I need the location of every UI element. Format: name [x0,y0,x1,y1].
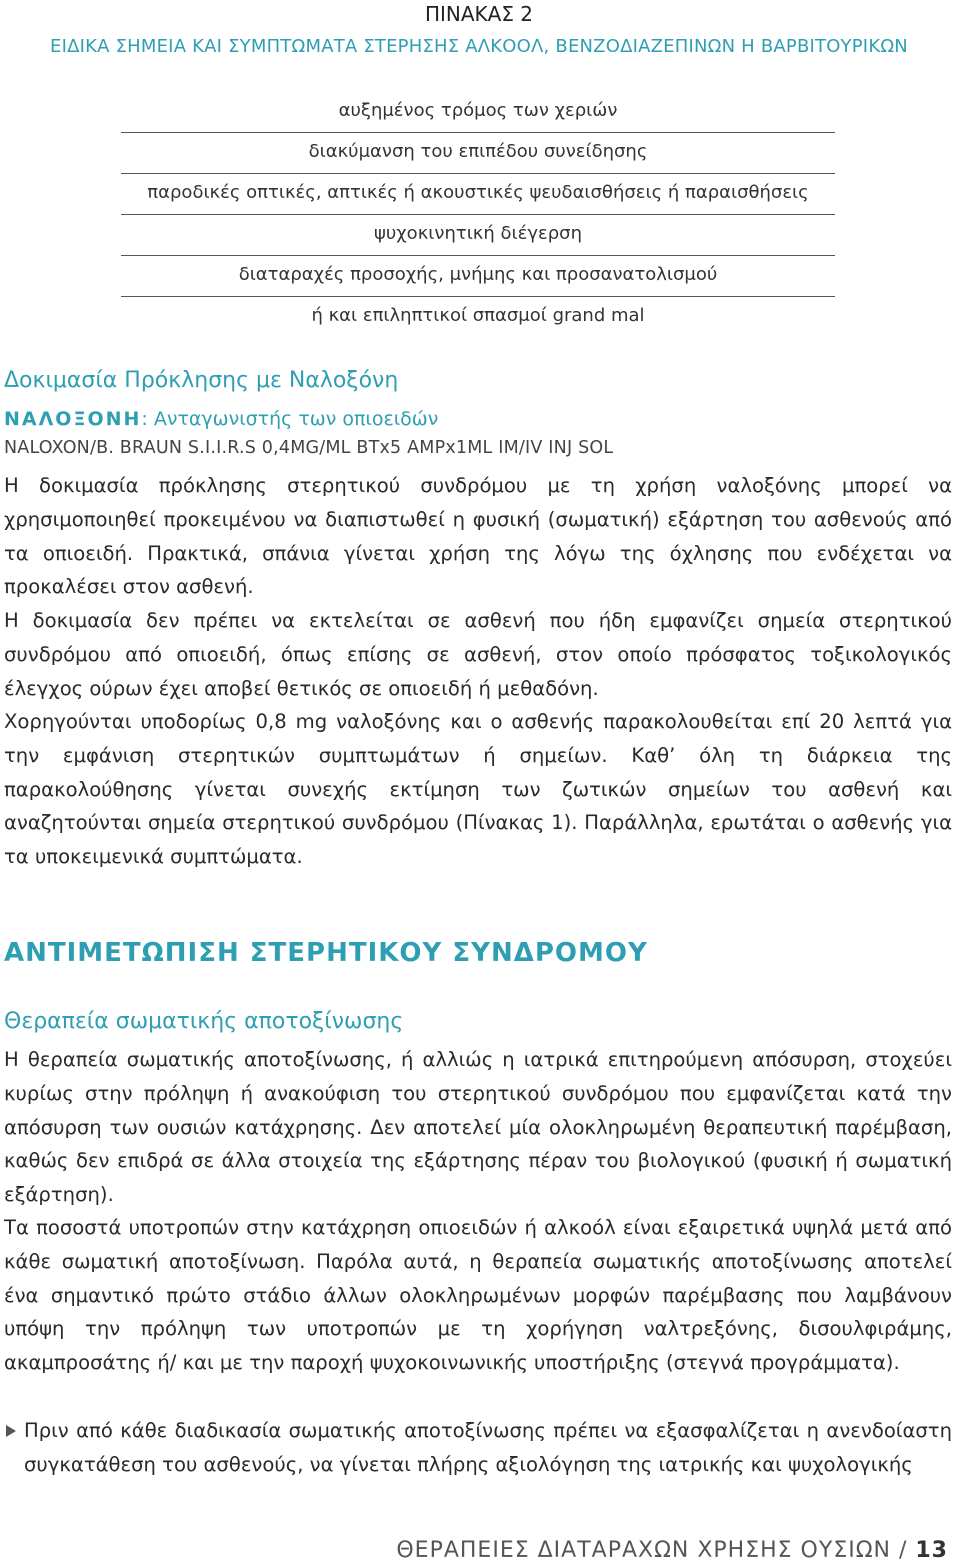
paragraph: Η δοκιμασία πρόκλησης στερητικού συνδρόμου με τη χρήση ναλοξόνης μπορεί να χρησιμοποιηθεί προκειμένου να διαπιστωθεί η φυσική (σωματική) εξάρτηση του ασθενούς από τα οπιοειδή. Πρακτικά, σπάνια γίνεται χρήση της λόγω της όχλησης που ενδέχεται να προκαλέσει στον ασθενή. [4,474,952,599]
page-footer [396,1538,948,1563]
symptoms-table [121,92,835,338]
paragraph: Η δοκιμασία δεν πρέπει να εκτελείται σε ασθενή που ήδη εμφανίζει σημεία στερητικού συνδρόμου από οπιοειδή, όπως επίσης σε ασθενή, στον οποίο πρόσφατος τοξικολογικός έλεγχος ούρων έχει αποβεί θετικός σε οπιοειδή ή μεθαδόνη. [4,609,952,700]
drug-description: : Ανταγωνιστής των οπιοειδών [141,408,439,430]
paragraph: Τα ποσοστά υποτροπών στην κατάχρηση οπιοειδών ή αλκοόλ είναι εξαιρετικά υψηλά μετά από κάθε σωματική αποτοξίνωση. Παρόλα αυτά, η θεραπεία σωματικής αποτοξίνωσης αποτελεί ένα σημαντικό πρώτο στάδιο άλλων ολοκληρωμένων μορφών παρέμβασης που λαμβάνουν υπόψη την πρόληψη των υποτροπών με τη χορήγηση ναλτρεξόνης, δισουλφιράμης, ακαμπροσάτης ή/ και με την παροχή ψυχοκοινωνικής υποστήριξης (στεγνά προγράμματα). [4,1216,952,1375]
paragraph: Χορηγούνται υποδορίως 0,8 mg ναλοξόνης και ο ασθενής παρακολουθείται επί 20 λεπτά για την εμφάνιση στερητικών συμπτωμάτων ή σημείων. Καθ’ όλη τη διάρκεια της παρακολούθησης γίνεται συνεχής εκτίμηση των ζωτικών σημείων του ασθενή και αναζητούνται σημεία στερητικού συνδρόμου (Πίνακας 1). Παράλληλα, ερωτάται ο ασθενής για τα υποκειμενικά συμπτώματα. [4,710,952,869]
bullet-text: Πριν από κάθε διαδικασία σωματικής αποτοξίνωσης πρέπει να εξασφαλίζεται η ανενδοίαστη συγκατάθεση του ασθενούς, να γίνεται πλήρης αξιολόγηση της ιατρικής και ψυχολογικής [24,1419,952,1476]
symptom-row: ή και επιληπτικοί σπασμοί grand mal [311,305,645,326]
bullet-item [4,1414,952,1482]
paragraph: Η θεραπεία σωματικής αποτοξίνωσης, ή αλλιώς η ιατρικά επιτηρούμενη απόσυρση, στοχεύει κυρίως στην πρόληψη ή ανακούφιση του στερητικού συνδρόμου που εμφανίζεται κατά την απόσυρση των ουσιών κατάχρησης. Δεν αποτελεί μία ολοκληρωμένη θεραπευτική παρέμβαση, καθώς δεν επιδρά σε άλλα στοιχεία της εξάρτησης πέραν του βιολογικού (φυσική ή σωματική εξάρτηση). [4,1048,952,1207]
symptom-row: διακύμανση του επιπέδου συνείδησης [121,133,835,174]
table-title: ΠΙΝΑΚΑΣ 2 [424,2,534,26]
drug-line [4,408,438,430]
table-subtitle: ΕΙΔΙΚΑ ΣΗΜΕΙΑ ΚΑΙ ΣΥΜΠΤΩΜΑΤΑ ΣΤΕΡΗΣΗΣ ΑΛΚΟΟΛ, ΒΕΝΖΟΔΙΑΖΕΠΙΝΩΝ Η ΒΑΡΒΙΤΟΥΡΙΚΩΝ [50,36,908,57]
triangle-bullet-icon [6,1425,16,1437]
chapter-heading: ΑΝΤΙΜΕΤΩΠΙΣΗ ΣΤΕΡΗΤΙΚΟΥ ΣΥΝΔΡΟΜΟΥ [4,938,648,968]
page-number: 13 [915,1538,948,1563]
section-title: Δοκιμασία Πρόκλησης με Ναλοξόνη [4,368,399,393]
drug-name: ΝΑΛΟΞΟΝΗ [4,408,142,430]
product-name: NALOXON/B. BRAUN S.I.I.R.S 0,4MG/ML BTx5 AMPx1ML IM/IV INJ SOL [4,438,614,458]
symptom-row: ψυχοκινητική διέγερση [121,215,835,256]
subsection-heading: Θεραπεία σωματικής αποτοξίνωσης [4,1009,404,1034]
symptom-row: αυξημένος τρόμος των χεριών [121,92,835,133]
symptom-row: διαταραχές προσοχής, μνήμης και προσανατολισμού [121,256,835,297]
footer-title: ΘΕΡΑΠΕΙΕΣ ΔΙΑΤΑΡΑΧΩΝ ΧΡΗΣΗΣ ΟΥΣΙΩΝ / [396,1538,916,1563]
symptom-row: παροδικές οπτικές, απτικές ή ακουστικές ψευδαισθήσεις ή παραισθήσεις [121,174,835,215]
